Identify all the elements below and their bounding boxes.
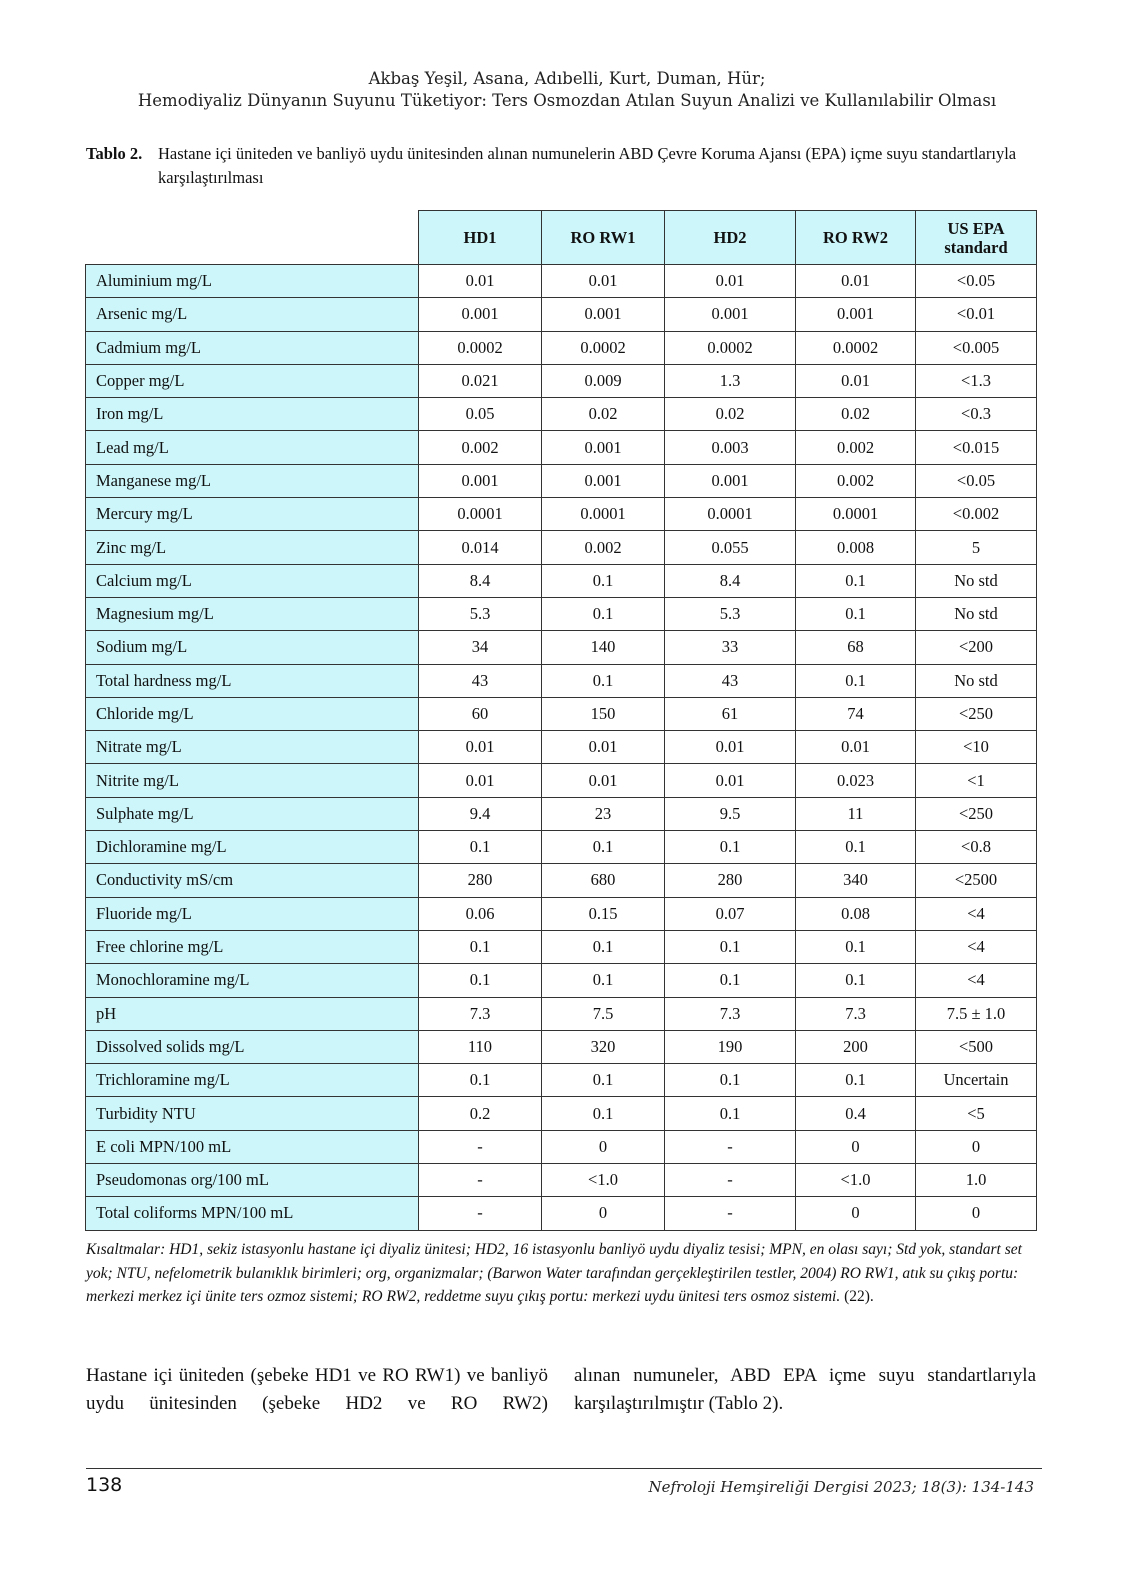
value-cell: <0.05	[916, 265, 1037, 298]
value-cell: 0.15	[542, 897, 665, 930]
value-cell: 140	[542, 631, 665, 664]
value-cell: <0.8	[916, 831, 1037, 864]
value-cell: <0.015	[916, 431, 1037, 464]
value-cell: 0.4	[796, 1097, 916, 1130]
parameter-cell: Sodium mg/L	[86, 631, 419, 664]
value-cell: <250	[916, 697, 1037, 730]
table-row	[86, 964, 1037, 997]
value-cell: 0.1	[665, 831, 796, 864]
value-cell: 0.01	[796, 364, 916, 397]
value-cell: <2500	[916, 864, 1037, 897]
value-cell: <1.3	[916, 364, 1037, 397]
value-cell: <5	[916, 1097, 1037, 1130]
abbreviations-ref: (22).	[840, 1288, 874, 1305]
value-cell: 0.1	[665, 964, 796, 997]
value-cell: <0.005	[916, 331, 1037, 364]
value-cell: 0.01	[419, 731, 542, 764]
value-cell: 0.0001	[419, 498, 542, 531]
value-cell: 0	[916, 1130, 1037, 1163]
value-cell: 23	[542, 797, 665, 830]
table-row	[86, 431, 1037, 464]
value-cell: 0.002	[419, 431, 542, 464]
value-cell: 34	[419, 631, 542, 664]
value-cell: 0.1	[665, 930, 796, 963]
value-cell: -	[665, 1130, 796, 1163]
parameter-cell: Calcium mg/L	[86, 564, 419, 597]
value-cell: <4	[916, 930, 1037, 963]
value-cell: 5.3	[665, 597, 796, 630]
parameter-cell: Nitrite mg/L	[86, 764, 419, 797]
value-cell: 68	[796, 631, 916, 664]
parameter-cell: Sulphate mg/L	[86, 797, 419, 830]
journal-citation: Nefroloji Hemşireliği Dergisi 2023; 18(3): 134-143	[648, 1478, 1034, 1496]
table-body	[86, 265, 1037, 1231]
value-cell: 0.02	[665, 398, 796, 431]
column-header: HD1	[419, 211, 542, 265]
value-cell: <500	[916, 1030, 1037, 1063]
value-cell: 0.055	[665, 531, 796, 564]
value-cell: 0.08	[796, 897, 916, 930]
value-cell: 0.0001	[542, 498, 665, 531]
value-cell: 0.0001	[796, 498, 916, 531]
parameter-cell: E coli MPN/100 mL	[86, 1130, 419, 1163]
table-row	[86, 997, 1037, 1030]
value-cell: 0	[542, 1130, 665, 1163]
value-cell: 320	[542, 1030, 665, 1063]
table-row	[86, 897, 1037, 930]
column-header: US EPA standard	[916, 211, 1037, 265]
table-row	[86, 564, 1037, 597]
value-cell: 7.5	[542, 997, 665, 1030]
table-row	[86, 731, 1037, 764]
footer-rule	[86, 1468, 1042, 1469]
value-cell: No std	[916, 564, 1037, 597]
value-cell: 280	[419, 864, 542, 897]
parameter-cell: Fluoride mg/L	[86, 897, 419, 930]
value-cell: 7.3	[665, 997, 796, 1030]
value-cell: 61	[665, 697, 796, 730]
value-cell: 0.01	[796, 731, 916, 764]
value-cell: 0.01	[665, 265, 796, 298]
table-row	[86, 664, 1037, 697]
value-cell: No std	[916, 664, 1037, 697]
value-cell: 340	[796, 864, 916, 897]
table-caption	[86, 142, 1046, 190]
parameter-cell: Manganese mg/L	[86, 464, 419, 497]
parameter-cell: Total hardness mg/L	[86, 664, 419, 697]
value-cell: 0.01	[542, 265, 665, 298]
value-cell: 0.0002	[796, 331, 916, 364]
value-cell: 0.1	[665, 1097, 796, 1130]
value-cell: 0.003	[665, 431, 796, 464]
parameter-cell: Mercury mg/L	[86, 498, 419, 531]
value-cell: 60	[419, 697, 542, 730]
value-cell: 0.1	[542, 964, 665, 997]
header-blank-cell	[86, 211, 419, 265]
value-cell: -	[665, 1164, 796, 1197]
value-cell: 0.0002	[542, 331, 665, 364]
value-cell: 0.1	[665, 1064, 796, 1097]
table-row	[86, 1130, 1037, 1163]
value-cell: 0.0002	[665, 331, 796, 364]
value-cell: 0.06	[419, 897, 542, 930]
parameter-cell: Dichloramine mg/L	[86, 831, 419, 864]
table-row	[86, 298, 1037, 331]
table-row	[86, 631, 1037, 664]
value-cell: 0.002	[796, 431, 916, 464]
parameter-cell: pH	[86, 997, 419, 1030]
value-cell: 0.014	[419, 531, 542, 564]
parameter-cell: Magnesium mg/L	[86, 597, 419, 630]
table-row	[86, 1064, 1037, 1097]
value-cell: 0.1	[542, 597, 665, 630]
value-cell: 0.1	[419, 1064, 542, 1097]
value-cell: 0.001	[419, 464, 542, 497]
value-cell: 0.001	[665, 298, 796, 331]
value-cell: 0.01	[542, 764, 665, 797]
value-cell: 0.008	[796, 531, 916, 564]
value-cell: 0.02	[796, 398, 916, 431]
table-row	[86, 1164, 1037, 1197]
value-cell: 0.002	[542, 531, 665, 564]
value-cell: 0.1	[796, 964, 916, 997]
value-cell: 0.009	[542, 364, 665, 397]
value-cell: 0.002	[796, 464, 916, 497]
value-cell: 7.5 ± 1.0	[916, 997, 1037, 1030]
header-authors: Akbaş Yeşil, Asana, Adıbelli, Kurt, Duman, Hür;	[368, 69, 766, 88]
value-cell: 190	[665, 1030, 796, 1063]
value-cell: 9.5	[665, 797, 796, 830]
parameter-cell: Arsenic mg/L	[86, 298, 419, 331]
column-header: RO RW2	[796, 211, 916, 265]
value-cell: 8.4	[419, 564, 542, 597]
value-cell: 0.1	[419, 831, 542, 864]
abbreviations-note	[86, 1238, 1046, 1309]
epa-comparison-table	[85, 210, 1037, 1231]
table-row	[86, 265, 1037, 298]
table-row	[86, 1097, 1037, 1130]
value-cell: 0.023	[796, 764, 916, 797]
column-header: RO RW1	[542, 211, 665, 265]
page-number: 138	[86, 1474, 123, 1496]
value-cell: 0.001	[542, 464, 665, 497]
value-cell: 7.3	[796, 997, 916, 1030]
value-cell: <1.0	[542, 1164, 665, 1197]
table-row	[86, 864, 1037, 897]
table-row	[86, 831, 1037, 864]
value-cell: 0.01	[796, 265, 916, 298]
value-cell: 7.3	[419, 997, 542, 1030]
value-cell: 0	[916, 1197, 1037, 1230]
parameter-cell: Dissolved solids mg/L	[86, 1030, 419, 1063]
value-cell: 110	[419, 1030, 542, 1063]
value-cell: 0.1	[542, 930, 665, 963]
value-cell: 0.1	[419, 964, 542, 997]
value-cell: 0.01	[665, 764, 796, 797]
value-cell: 0.01	[542, 731, 665, 764]
value-cell: 11	[796, 797, 916, 830]
parameter-cell: Zinc mg/L	[86, 531, 419, 564]
value-cell: <1	[916, 764, 1037, 797]
value-cell: -	[419, 1197, 542, 1230]
value-cell: 0.1	[796, 831, 916, 864]
value-cell: <0.002	[916, 498, 1037, 531]
value-cell: 0.001	[796, 298, 916, 331]
value-cell: 0	[542, 1197, 665, 1230]
value-cell: <200	[916, 631, 1037, 664]
running-head	[0, 68, 1134, 112]
value-cell: 0.1	[796, 664, 916, 697]
value-cell: -	[419, 1164, 542, 1197]
parameter-cell: Trichloramine mg/L	[86, 1064, 419, 1097]
header-title: Hemodiyaliz Dünyanın Suyunu Tüketiyor: Ters Osmozdan Atılan Suyun Analizi ve Kullanılabilir Olması	[137, 91, 997, 110]
value-cell: 0.021	[419, 364, 542, 397]
table-row	[86, 797, 1037, 830]
value-cell: <0.05	[916, 464, 1037, 497]
value-cell: <1.0	[796, 1164, 916, 1197]
table-row	[86, 331, 1037, 364]
body-text-right: alınan numuneler, ABD EPA içme suyu standartlarıyla karşılaştırılmıştır (Tablo 2).	[574, 1365, 1036, 1414]
value-cell: 1.3	[665, 364, 796, 397]
table-caption-text: Hastane içi üniteden ve banliyö uydu ünitesinden alınan numunelerin ABD Çevre Koruma Ajansı (EPA) içme suyu standartlarıyla karşılaştırılması	[158, 144, 1017, 187]
value-cell: 0.01	[419, 265, 542, 298]
value-cell: 5	[916, 531, 1037, 564]
value-cell: 0.1	[542, 564, 665, 597]
value-cell: 0.01	[665, 731, 796, 764]
value-cell: 0.1	[542, 664, 665, 697]
abbreviations-text: Kısaltmalar: HD1, sekiz istasyonlu hastane içi diyaliz ünitesi; HD2, 16 istasyonlu banliyö uydu diyaliz tesisi; MPN, en olası sayı; Std yok, standart set yok; NTU, nefelometrik bulanıklık birimleri; org, organizmalar; (Barwon Water tarafından gerçekleştirilen testler, 2004) RO RW1, atık su çıkış portu: merkezi merkez içi ünite ters ozmoz sistemi; RO RW2, reddetme suyu çıkış portu: merkezi uydu ünitesi ters osmoz sistemi.	[86, 1241, 1022, 1305]
value-cell: 0.0001	[665, 498, 796, 531]
value-cell: 74	[796, 697, 916, 730]
parameter-cell: Total coliforms MPN/100 mL	[86, 1197, 419, 1230]
table-row	[86, 364, 1037, 397]
value-cell: 0.01	[419, 764, 542, 797]
value-cell: <0.01	[916, 298, 1037, 331]
value-cell: 0.001	[542, 431, 665, 464]
value-cell: 0.0002	[419, 331, 542, 364]
table-row	[86, 1197, 1037, 1230]
value-cell: 0.1	[542, 1097, 665, 1130]
parameter-cell: Pseudomonas org/100 mL	[86, 1164, 419, 1197]
value-cell: 150	[542, 697, 665, 730]
table-row	[86, 498, 1037, 531]
value-cell: 0.1	[796, 1064, 916, 1097]
value-cell: 0.001	[419, 298, 542, 331]
value-cell: <4	[916, 964, 1037, 997]
table-row	[86, 930, 1037, 963]
value-cell: 0.1	[419, 930, 542, 963]
value-cell: 0.05	[419, 398, 542, 431]
value-cell: 280	[665, 864, 796, 897]
parameter-cell: Iron mg/L	[86, 398, 419, 431]
value-cell: 0.001	[665, 464, 796, 497]
parameter-cell: Chloride mg/L	[86, 697, 419, 730]
parameter-cell: Turbidity NTU	[86, 1097, 419, 1130]
value-cell: 5.3	[419, 597, 542, 630]
table-row	[86, 764, 1037, 797]
table-row	[86, 697, 1037, 730]
body-text-left: Hastane içi üniteden (şebeke HD1 ve RO RW1) ve banliyö uydu ünitesinden (şebeke HD2 ve RO RW2)	[86, 1365, 548, 1414]
value-cell: 0.001	[542, 298, 665, 331]
parameter-cell: Free chlorine mg/L	[86, 930, 419, 963]
value-cell: 33	[665, 631, 796, 664]
value-cell: 0.07	[665, 897, 796, 930]
table-row	[86, 597, 1037, 630]
value-cell: <10	[916, 731, 1037, 764]
parameter-cell: Nitrate mg/L	[86, 731, 419, 764]
value-cell: -	[665, 1197, 796, 1230]
value-cell: 0.1	[796, 597, 916, 630]
parameter-cell: Cadmium mg/L	[86, 331, 419, 364]
value-cell: 200	[796, 1030, 916, 1063]
table-row	[86, 398, 1037, 431]
value-cell: 9.4	[419, 797, 542, 830]
table-row	[86, 1030, 1037, 1063]
parameter-cell: Lead mg/L	[86, 431, 419, 464]
value-cell: -	[419, 1130, 542, 1163]
value-cell: No std	[916, 597, 1037, 630]
table-caption-label: Tablo 2.	[86, 144, 143, 163]
value-cell: 0.1	[542, 831, 665, 864]
parameter-cell: Conductivity mS/cm	[86, 864, 419, 897]
value-cell: 0	[796, 1197, 916, 1230]
value-cell: 0.1	[796, 930, 916, 963]
value-cell: 0	[796, 1130, 916, 1163]
value-cell: 8.4	[665, 564, 796, 597]
value-cell: 43	[665, 664, 796, 697]
parameter-cell: Monochloramine mg/L	[86, 964, 419, 997]
table-row	[86, 531, 1037, 564]
value-cell: 0.2	[419, 1097, 542, 1130]
value-cell: <250	[916, 797, 1037, 830]
value-cell: Uncertain	[916, 1064, 1037, 1097]
parameter-cell: Copper mg/L	[86, 364, 419, 397]
value-cell: 0.1	[796, 564, 916, 597]
value-cell: 1.0	[916, 1164, 1037, 1197]
value-cell: <0.3	[916, 398, 1037, 431]
value-cell: 43	[419, 664, 542, 697]
value-cell: 0.1	[542, 1064, 665, 1097]
value-cell: 680	[542, 864, 665, 897]
parameter-cell: Aluminium mg/L	[86, 265, 419, 298]
table-row	[86, 464, 1037, 497]
column-header: HD2	[665, 211, 796, 265]
value-cell: 0.02	[542, 398, 665, 431]
value-cell: <4	[916, 897, 1037, 930]
